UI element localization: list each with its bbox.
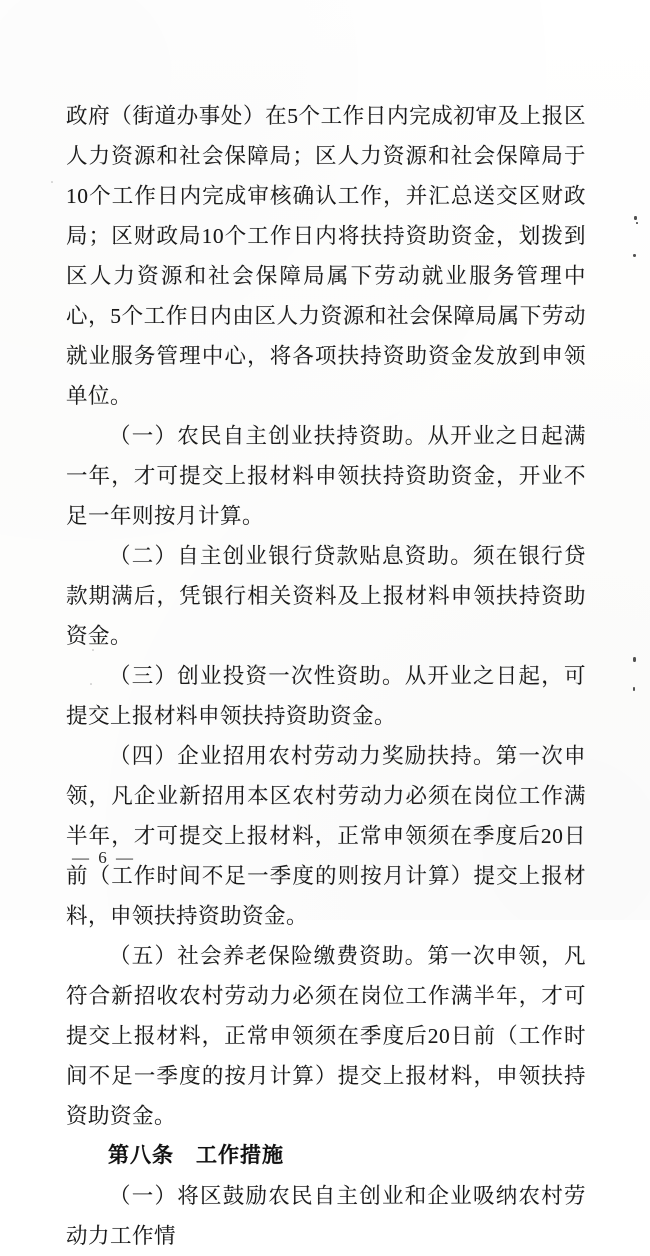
scan-speck xyxy=(633,254,636,257)
paragraph-continuation: 政府（街道办事处）在5个工作日内完成初审及上报区人力资源和社会保障局；区人力资源和社会保障局于10个工作日内完成审核确认工作，并汇总送交区财政局；区财政局10个工作日内将扶持资助资金，划拨到区人力资源和社会保障局属下劳动就业服务管理中心，5个工作日内由区人力资源和社会保障局属下劳动就业服务管理中心，将各项扶持资助资金发放到申领单位。 xyxy=(66,104,586,408)
scan-speck xyxy=(633,687,635,691)
paragraph-item-3: （三）创业投资一次性资助。从开业之日起，可提交上报材料申领扶持资助资金。 xyxy=(66,664,586,728)
page-number: — 6 — xyxy=(72,848,136,867)
scan-speck xyxy=(633,657,636,662)
paragraph-item-2: （二）自主创业银行贷款贴息资助。须在银行贷款期满后，凭银行相关资料及上报材料申领扶持资助资金。 xyxy=(66,544,586,648)
paragraph-article-8-item-1: （一）将区鼓励农民自主创业和企业吸纳农村劳动力工作情 xyxy=(66,1184,586,1248)
section-heading-article-8: 第八条 工作措施 xyxy=(108,1144,284,1167)
paragraph-item-1: （一）农民自主创业扶持资助。从开业之日起满一年，才可提交上报材料申领扶持资助资金，开业不足一年则按月计算。 xyxy=(66,424,586,528)
document-body xyxy=(66,96,586,1256)
paragraph-item-5: （五）社会养老保险缴费资助。第一次申领，凡符合新招收农村劳动力必须在岗位工作满半年，才可提交上报材料，正常申领须在季度后20日前（工作时间不足一季度的按月计算）提交上报材料，申领扶持资助资金。 xyxy=(66,944,586,1128)
scan-speck xyxy=(634,216,637,220)
paragraph-item-4: （四）企业招用农村劳动力奖励扶持。第一次申领，凡企业新招用本区农村劳动力必须在岗位工作满半年，才可提交上报材料，正常申领须在季度后20日前（工作时间不足一季度的则按月计算）提交上报材料，申领扶持资助资金。 xyxy=(66,744,586,928)
scan-speck xyxy=(51,181,53,183)
scan-speck xyxy=(636,222,638,224)
